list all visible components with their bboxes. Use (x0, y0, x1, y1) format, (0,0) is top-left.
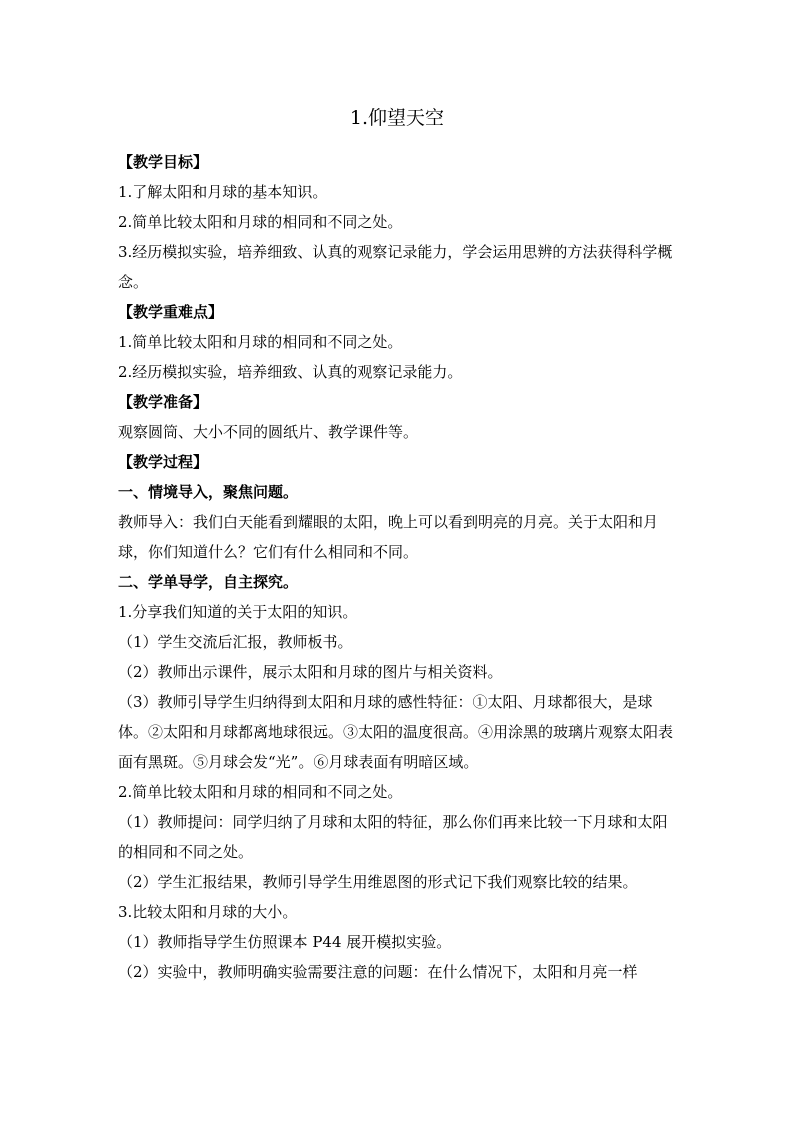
process-subitem-3-2: （2）实验中，教师明确实验需要注意的问题：在什么情况下，太阳和月亮一样 (118, 963, 638, 981)
document-title: 1.仰望天空 (349, 107, 445, 129)
process-subitem-1-2: （2）教师出示课件，展示太阳和月球的图片与相关资料。 (118, 663, 503, 681)
preparation-text: 观察圆筒、大小不同的圆纸片、教学课件等。 (118, 423, 419, 441)
process-step-heading-2: 二、学单导学，自主探究。 (118, 573, 299, 591)
process-subitem-3: 3.比较太阳和月球的大小。 (118, 903, 298, 921)
process-step-heading-1: 一、情境导入，聚焦问题。 (118, 483, 299, 501)
objective-item-3: 3.经历模拟实验，培养细致、认真的观察记录能力，学会运用思辨的方法获得科学概念。 (118, 243, 673, 291)
process-subitem-2-2: （2）学生汇报结果，教师引导学生用维恩图的形式记下我们观察比较的结果。 (118, 873, 638, 891)
process-intro-paragraph: 教师导入：我们白天能看到耀眼的太阳，晚上可以看到明亮的月亮。关于太阳和月球，你们知道什么？它们有什么相同和不同。 (118, 513, 659, 561)
objective-item-2: 2.简单比较太阳和月球的相同和不同之处。 (118, 213, 403, 231)
document-body (118, 147, 678, 987)
key-point-item-1: 1.简单比较太阳和月球的相同和不同之处。 (118, 333, 403, 351)
section-heading-key-points: 【教学重难点】 (118, 303, 224, 321)
process-subitem-3-1: （1）教师指导学生仿照课本 P44 展开模拟实验。 (118, 933, 452, 951)
key-point-item-2: 2.经历模拟实验，培养细致、认真的观察记录能力。 (118, 363, 463, 381)
process-subitem-1: 1.分享我们知道的关于太阳的知识。 (118, 603, 358, 621)
process-subitem-1-3: （3）教师引导学生归纳得到太阳和月球的感性特征：①太阳、月球都很大，是球体。②太阳和月球都离地球很远。③太阳的温度很高。④用涂黑的玻璃片观察太阳表面有黑斑。⑤月球会发“光”。⑥月球表面有明暗区域。 (118, 693, 674, 771)
objective-item-1: 1.了解太阳和月球的基本知识。 (118, 183, 328, 201)
section-heading-process: 【教学过程】 (118, 453, 209, 471)
section-heading-objectives: 【教学目标】 (118, 153, 209, 171)
process-subitem-2-1: （1）教师提问：同学归纳了月球和太阳的特征，那么你们再来比较一下月球和太阳的相同和不同之处。 (118, 813, 668, 861)
section-heading-preparation: 【教学准备】 (118, 393, 209, 411)
process-subitem-2: 2.简单比较太阳和月球的相同和不同之处。 (118, 783, 403, 801)
process-subitem-1-1: （1）学生交流后汇报，教师板书。 (118, 633, 353, 651)
